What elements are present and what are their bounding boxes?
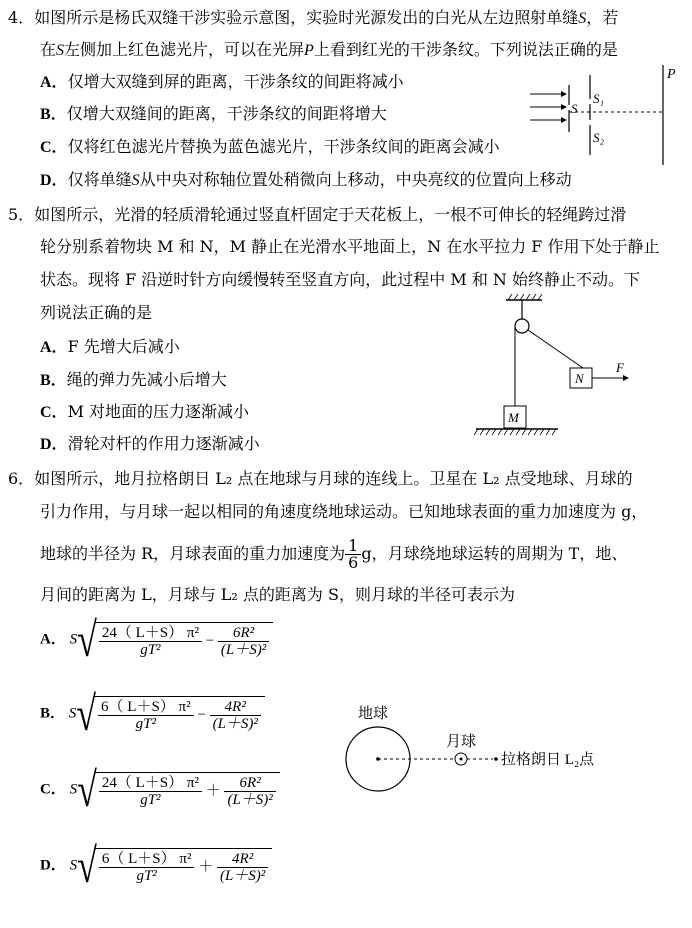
- q4-option-c[interactable]: C．仅将红色滤光片替换为蓝色滤光片，干涉条纹间的距离会减小: [40, 137, 500, 156]
- radical-sign: √: [77, 763, 97, 817]
- q6-earth-moon-figure: [330, 700, 630, 800]
- q5-number: 5．: [8, 205, 35, 224]
- q6-line-1: 6．如图所示，地月拉格朗日 L₂ 点在地球与月球的连线上。卫星在 L₂ 点受地球、月球的: [8, 469, 633, 488]
- q5-f-label: F: [616, 360, 624, 375]
- l2-point: [494, 757, 498, 761]
- q6-line-4: 月间的距离为 L，月球与 L₂ 点的距离为 S，则月球的半径可表示为: [40, 585, 515, 604]
- fraction-one-sixth: $\frac{1}{6}$: [345, 538, 361, 571]
- q4-s-label: S: [571, 101, 578, 116]
- radicand: $\frac{\text{6（ L＋S） π²}}{\text{gT²}}$ − $\frac{\text{4R²}}{\text{(L＋S)²}}$: [94, 696, 265, 732]
- q6-line-3: 地球的半径为 R，月球表面的重力加速度为 $\frac{1}{6}$ g，月球绕地球运转的周期为 T，地、: [40, 536, 628, 572]
- q5-line-4: 列说法正确的是: [40, 303, 153, 322]
- q6-option-c[interactable]: C． S√ $\frac{\text{24（ L＋S） π²}}{\text{gT²}}$ ＋ $\frac{\text{6R²}}{\text{(L＋S)²}}$: [40, 772, 280, 808]
- q5-m-label: M: [508, 410, 519, 425]
- q4-option-b[interactable]: B．仅增大双缝间的距离，干涉条纹的间距将增大: [40, 104, 387, 123]
- q6-number: 6．: [8, 469, 35, 488]
- moon-label: 月球: [446, 734, 477, 750]
- q6-option-b[interactable]: B． S√ $\frac{\text{6（ L＋S） π²}}{\text{gT²}}$ − $\frac{\text{4R²}}{\text{(L＋S)²}}$: [40, 696, 265, 732]
- q6-option-a[interactable]: A． S√ $\frac{\text{24（ L＋S） π²}}{\text{gT²}}$ − $\frac{\text{6R²}}{\text{(L＋S)²}}$: [40, 622, 273, 658]
- l2-label: 拉格朗日 L₂点: [501, 752, 595, 768]
- q4-line-1: 4．如图所示是杨氏双缝干涉实验示意图，实验时光源发出的白光从左边照射单缝S，若: [8, 8, 619, 27]
- earth-label: 地球: [358, 706, 389, 722]
- q4-number: 4．: [8, 8, 35, 27]
- radical-sign: √: [76, 687, 97, 741]
- q4-p-label: P: [667, 67, 676, 82]
- q6-option-d[interactable]: D． S√ $\frac{\text{6（ L＋S） π²}}{\text{gT²}}$ ＋ $\frac{\text{4R²}}{\text{(L＋S)²}}$: [40, 848, 272, 884]
- q4-line-2: 在S左侧加上红色滤光片，可以在光屏P上看到红光的干涉条纹。下列说法正确的是: [40, 40, 618, 59]
- q5-option-a[interactable]: A．F 先增大后减小: [40, 337, 180, 356]
- q4-s2-label: S₂: [593, 130, 605, 145]
- q5-n-label: N: [575, 371, 584, 386]
- radical-sign: √: [77, 613, 97, 667]
- radicand: $\frac{\text{24（ L＋S） π²}}{\text{gT²}}$ − $\frac{\text{6R²}}{\text{(L＋S)²}}$: [95, 622, 273, 658]
- pulley-wheel: [515, 319, 529, 333]
- q4-double-slit-figure: [525, 60, 685, 170]
- q5-option-c[interactable]: C．M 对地面的压力逐渐减小: [40, 402, 250, 421]
- q5-line-1: 5．如图所示，光滑的轻质滑轮通过竖直杆固定于天花板上，一根不可伸长的轻绳跨过滑: [8, 205, 627, 224]
- q4-option-d[interactable]: D．仅将单缝S从中央对称轴位置处稍微向上移动，中央亮纹的位置向上移动: [40, 170, 572, 189]
- radicand: $\frac{\text{24（ L＋S） π²}}{\text{gT²}}$ ＋ $\frac{\text{6R²}}{\text{(L＋S)²}}$: [95, 772, 280, 808]
- radical-sign: √: [77, 839, 97, 893]
- q5-option-b[interactable]: B．绳的弹力先减小后增大: [40, 370, 227, 389]
- q6-line-2: 引力作用，与月球一起以相同的角速度绕地球运动。已知地球表面的重力加速度为 g，: [40, 502, 648, 521]
- q5-line-3: 状态。现将 F 沿逆时针方向缓慢转至竖直方向，此过程中 M 和 N 始终静止不动。下: [40, 270, 641, 289]
- radicand: $\frac{\text{6（ L＋S） π²}}{\text{gT²}}$ ＋ $\frac{\text{4R²}}{\text{(L＋S)²}}$: [95, 848, 272, 884]
- q5-option-d[interactable]: D．滑轮对杆的作用力逐渐减小: [40, 434, 260, 453]
- q4-option-a[interactable]: A．仅增大双缝到屏的距离，干涉条纹的间距将减小: [40, 72, 404, 91]
- q5-pulley-figure: [468, 290, 638, 440]
- q4-s1-label: S₁: [593, 91, 605, 106]
- q5-line-2: 轮分别系着物块 M 和 N，M 静止在光滑水平地面上，N 在水平拉力 F 作用下处于静止: [40, 237, 660, 256]
